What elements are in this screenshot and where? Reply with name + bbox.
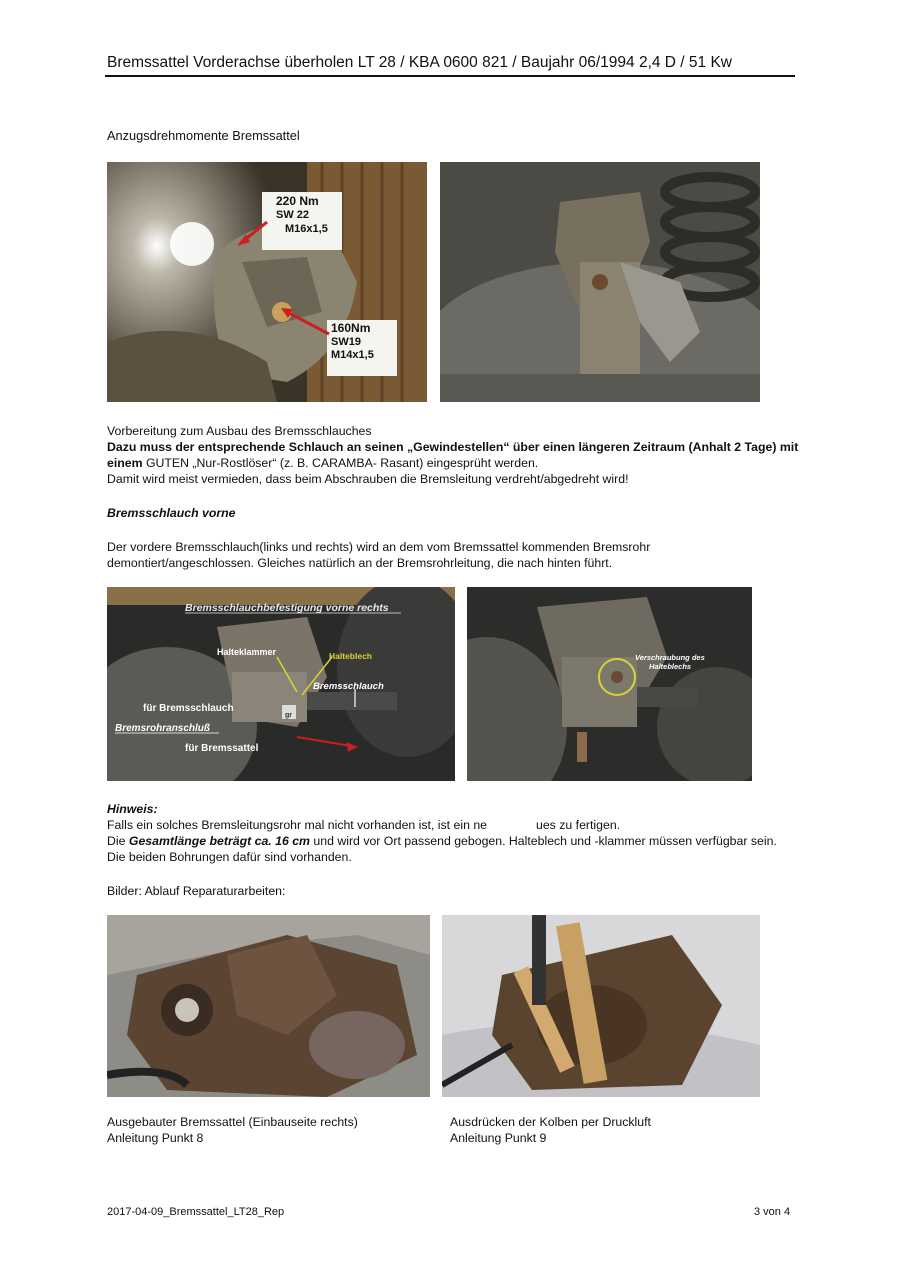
brake-hose-line-1: Der vordere Bremsschlauch(links und rechts) wird an dem vom Bremssattel kommenden Bremsrohr xyxy=(107,540,651,554)
hinweis-line-2a: Die xyxy=(107,834,129,848)
label-gr: gr xyxy=(285,712,292,719)
prep-line-3-bold: einem xyxy=(107,456,143,470)
torque-heading: Anzugsdrehmomente Bremssattel xyxy=(107,128,300,143)
hinweis-line-3: Die beiden Bohrungen dafür sind vorhanden. xyxy=(107,850,352,864)
bracket-caption-2: Halteblechs xyxy=(649,662,692,671)
photo-bracket-bolt xyxy=(467,587,752,781)
label-bremsrohranschluss: Bremsrohranschluß xyxy=(115,723,211,734)
torque-label-bottom-3: M14x1,5 xyxy=(331,349,374,361)
hinweis-line-1b: ues zu fertigen. xyxy=(536,818,621,832)
caption-right-2: Anleitung Punkt 9 xyxy=(450,1131,547,1145)
brake-hose-line-2: demontiert/angeschlossen. Gleiches natürlich an der Bremsrohrleitung, die nach hinten führt. xyxy=(107,556,613,570)
document-header-title: Bremssattel Vorderachse überholen LT 28 / KBA 0600 821 / Baujahr 06/1994 2,4 D / 51 Kw xyxy=(107,54,732,71)
hinweis-line-2b: und wird vor Ort passend gebogen. Halteblech und -klammer müssen verfügbar sein. xyxy=(310,834,777,848)
photo-caliper-torque xyxy=(107,162,427,402)
photo-piston-pushout xyxy=(442,915,760,1097)
photo-brake-hose-mount xyxy=(107,587,455,781)
photo-caliper-installed xyxy=(440,162,760,402)
caption-left-2: Anleitung Punkt 8 xyxy=(107,1131,204,1145)
torque-label-bottom-1: 160Nm xyxy=(331,321,371,335)
footer-filename: 2017-04-09_Bremssattel_LT28_Rep xyxy=(107,1206,285,1218)
prep-line-1: Vorbereitung zum Ausbau des Bremsschlauches xyxy=(107,424,372,438)
brake-hose-heading: Bremsschlauch vorne xyxy=(107,506,236,520)
hinweis-line-2-bold: Gesamtlänge beträgt ca. 16 cm xyxy=(128,834,310,848)
bilder-heading: Bilder: Ablauf Reparaturarbeiten: xyxy=(107,884,286,898)
prep-line-4: Damit wird meist vermieden, dass beim Abschrauben die Bremsleitung verdreht/abgedreht wird! xyxy=(107,472,629,486)
label-bremsschlauch: Bremsschlauch xyxy=(313,681,384,692)
footer-page-number: 3 von 4 xyxy=(754,1206,791,1218)
prep-line-3-rest: GUTEN „Nur-Rostlöser“ (z. B. CARAMBA- Rasant) eingesprüht werden. xyxy=(142,456,539,470)
hinweis-line-1a: Falls ein solches Bremsleitungsrohr mal nicht vorhanden ist, ist ein ne xyxy=(107,818,488,832)
hose-mount-title: Bremsschlauchbefestigung vorne rechts xyxy=(185,602,389,614)
prep-line-3 xyxy=(107,455,538,472)
torque-label-top-3: M16x1,5 xyxy=(285,223,328,235)
caption-left-1: Ausgebauter Bremssattel (Einbauseite rechts) xyxy=(107,1115,358,1129)
label-fuer-bremsschlauch: für Bremsschlauch xyxy=(143,703,234,714)
caption-right-1: Ausdrücken der Kolben per Druckluft xyxy=(450,1115,651,1129)
torque-label-top-2: SW 22 xyxy=(276,209,310,221)
prep-line-2: Dazu muss der entsprechende Schlauch an seinen „Gewindestellen“ über einen längeren Zeitraum (Anhalt 2 Tage) mit xyxy=(107,440,799,454)
photo-removed-caliper xyxy=(107,915,430,1097)
label-fuer-bremssattel: für Bremssattel xyxy=(185,743,259,754)
hinweis-heading: Hinweis: xyxy=(107,802,158,816)
header-divider xyxy=(105,75,795,77)
label-halteblech: Halteblech xyxy=(329,651,372,661)
label-halteklammer: Halteklammer xyxy=(217,647,277,657)
bracket-caption-1: Verschraubung des xyxy=(635,653,705,662)
torque-label-bottom-2: SW19 xyxy=(331,336,361,348)
hinweis-line-2 xyxy=(107,833,777,850)
torque-label-top-1: 220 Nm xyxy=(276,194,319,208)
